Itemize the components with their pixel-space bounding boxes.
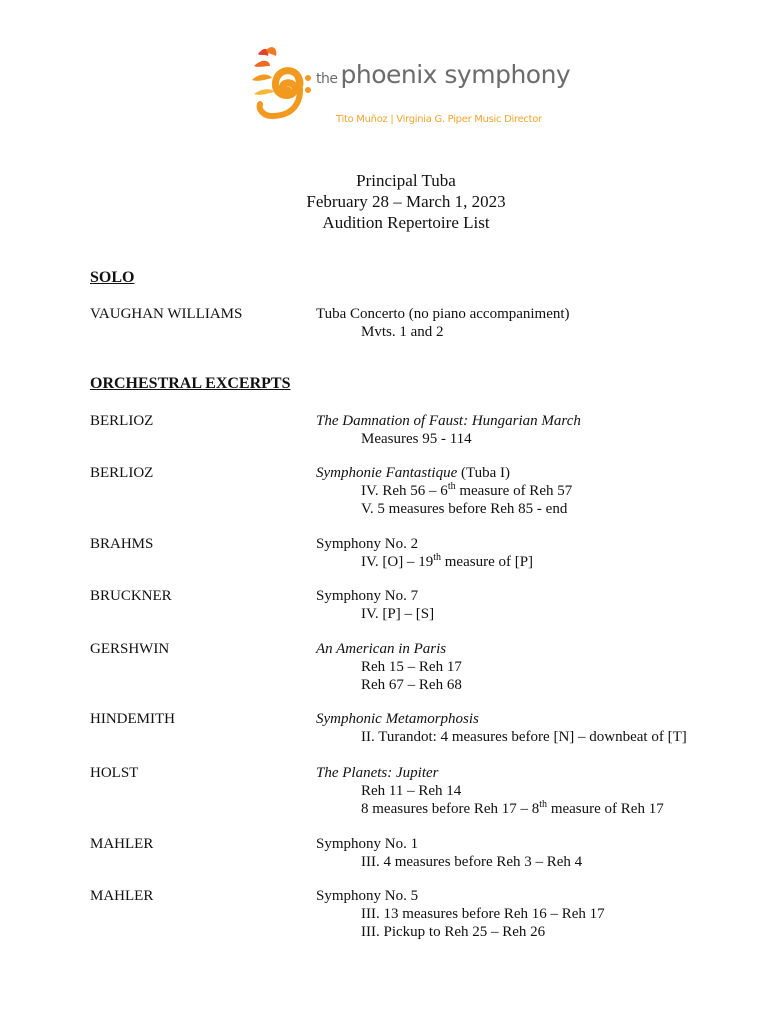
work-title-italic: Symphonie Fantastique xyxy=(316,465,458,481)
composer-name: BERLIOZ xyxy=(90,465,154,481)
work-detail: Reh 11 – Reh 14 xyxy=(361,783,462,799)
music-director-line: Tito Muñoz | Virginia G. Piper Music Director xyxy=(336,114,542,125)
composer-name: HINDEMITH xyxy=(90,711,175,727)
work-title: Tuba Concerto (no piano accompaniment) xyxy=(316,306,570,322)
work-detail: II. Turandot: 4 measures before [N] – downbeat of [T] xyxy=(361,729,687,745)
work-detail: Mvts. 1 and 2 xyxy=(361,324,444,340)
ordinal-suffix: th xyxy=(539,799,548,810)
work-title: Symphony No. 7 xyxy=(316,588,419,604)
title-position: Principal Tuba xyxy=(356,171,456,190)
composer-name: BRAHMS xyxy=(90,536,154,552)
work-title: Symphony No. 2 xyxy=(316,536,419,552)
detail-text: IV. [O] – 19 xyxy=(361,554,434,570)
orchestral-excerpts-heading: ORCHESTRAL EXCERPTS xyxy=(90,375,291,392)
work-title-suffix: (Tuba I) xyxy=(457,465,511,481)
work-detail: Measures 95 - 114 xyxy=(361,431,472,447)
work-title: Symphony No. 1 xyxy=(316,836,419,852)
work-title: The Damnation of Faust: Hungarian March xyxy=(316,413,581,429)
work-title xyxy=(316,464,510,482)
solo-heading: SOLO xyxy=(90,269,135,286)
work-title: The Planets: Jupiter xyxy=(316,765,439,781)
work-detail: III. Pickup to Reh 25 – Reh 26 xyxy=(361,924,546,940)
phoenix-symphony-logo xyxy=(250,44,570,130)
brand-prefix: the xyxy=(316,71,338,87)
work-detail: Reh 67 – Reh 68 xyxy=(361,677,462,693)
work-title: An American in Paris xyxy=(316,641,447,657)
work-detail: V. 5 measures before Reh 85 - end xyxy=(361,501,568,517)
composer-name: BRUCKNER xyxy=(90,588,172,604)
ordinal-suffix: th xyxy=(447,481,456,492)
work-detail xyxy=(361,553,533,571)
detail-text: 8 measures before Reh 17 – 8 xyxy=(361,801,540,817)
composer-name: VAUGHAN WILLIAMS xyxy=(90,306,243,322)
work-detail: III. 13 measures before Reh 16 – Reh 17 xyxy=(361,906,605,922)
detail-text: measure of [P] xyxy=(441,554,534,570)
composer-name: GERSHWIN xyxy=(90,641,170,657)
work-detail: Reh 15 – Reh 17 xyxy=(361,659,462,675)
brand-name xyxy=(316,60,570,89)
detail-text: measure of Reh 57 xyxy=(455,483,573,499)
work-detail xyxy=(361,482,572,500)
phoenix-treble-clef-icon xyxy=(250,44,320,124)
work-detail: IV. [P] – [S] xyxy=(361,606,435,622)
ordinal-suffix: th xyxy=(433,552,441,563)
title-subtitle: Audition Repertoire List xyxy=(322,213,490,232)
work-title: Symphonic Metamorphosis xyxy=(316,711,479,727)
detail-text: measure of Reh 17 xyxy=(547,801,664,817)
title-dates: February 28 – March 1, 2023 xyxy=(306,192,506,211)
composer-name: BERLIOZ xyxy=(90,413,154,429)
work-title: Symphony No. 5 xyxy=(316,888,419,904)
composer-name: MAHLER xyxy=(90,888,154,904)
work-detail xyxy=(361,800,664,818)
detail-text: IV. Reh 56 – 6 xyxy=(361,483,448,499)
composer-name: MAHLER xyxy=(90,836,154,852)
brand-wordmark: phoenix symphony xyxy=(340,60,571,89)
composer-name: HOLST xyxy=(90,765,139,781)
document-title xyxy=(0,170,768,233)
work-detail: III. 4 measures before Reh 3 – Reh 4 xyxy=(361,854,583,870)
